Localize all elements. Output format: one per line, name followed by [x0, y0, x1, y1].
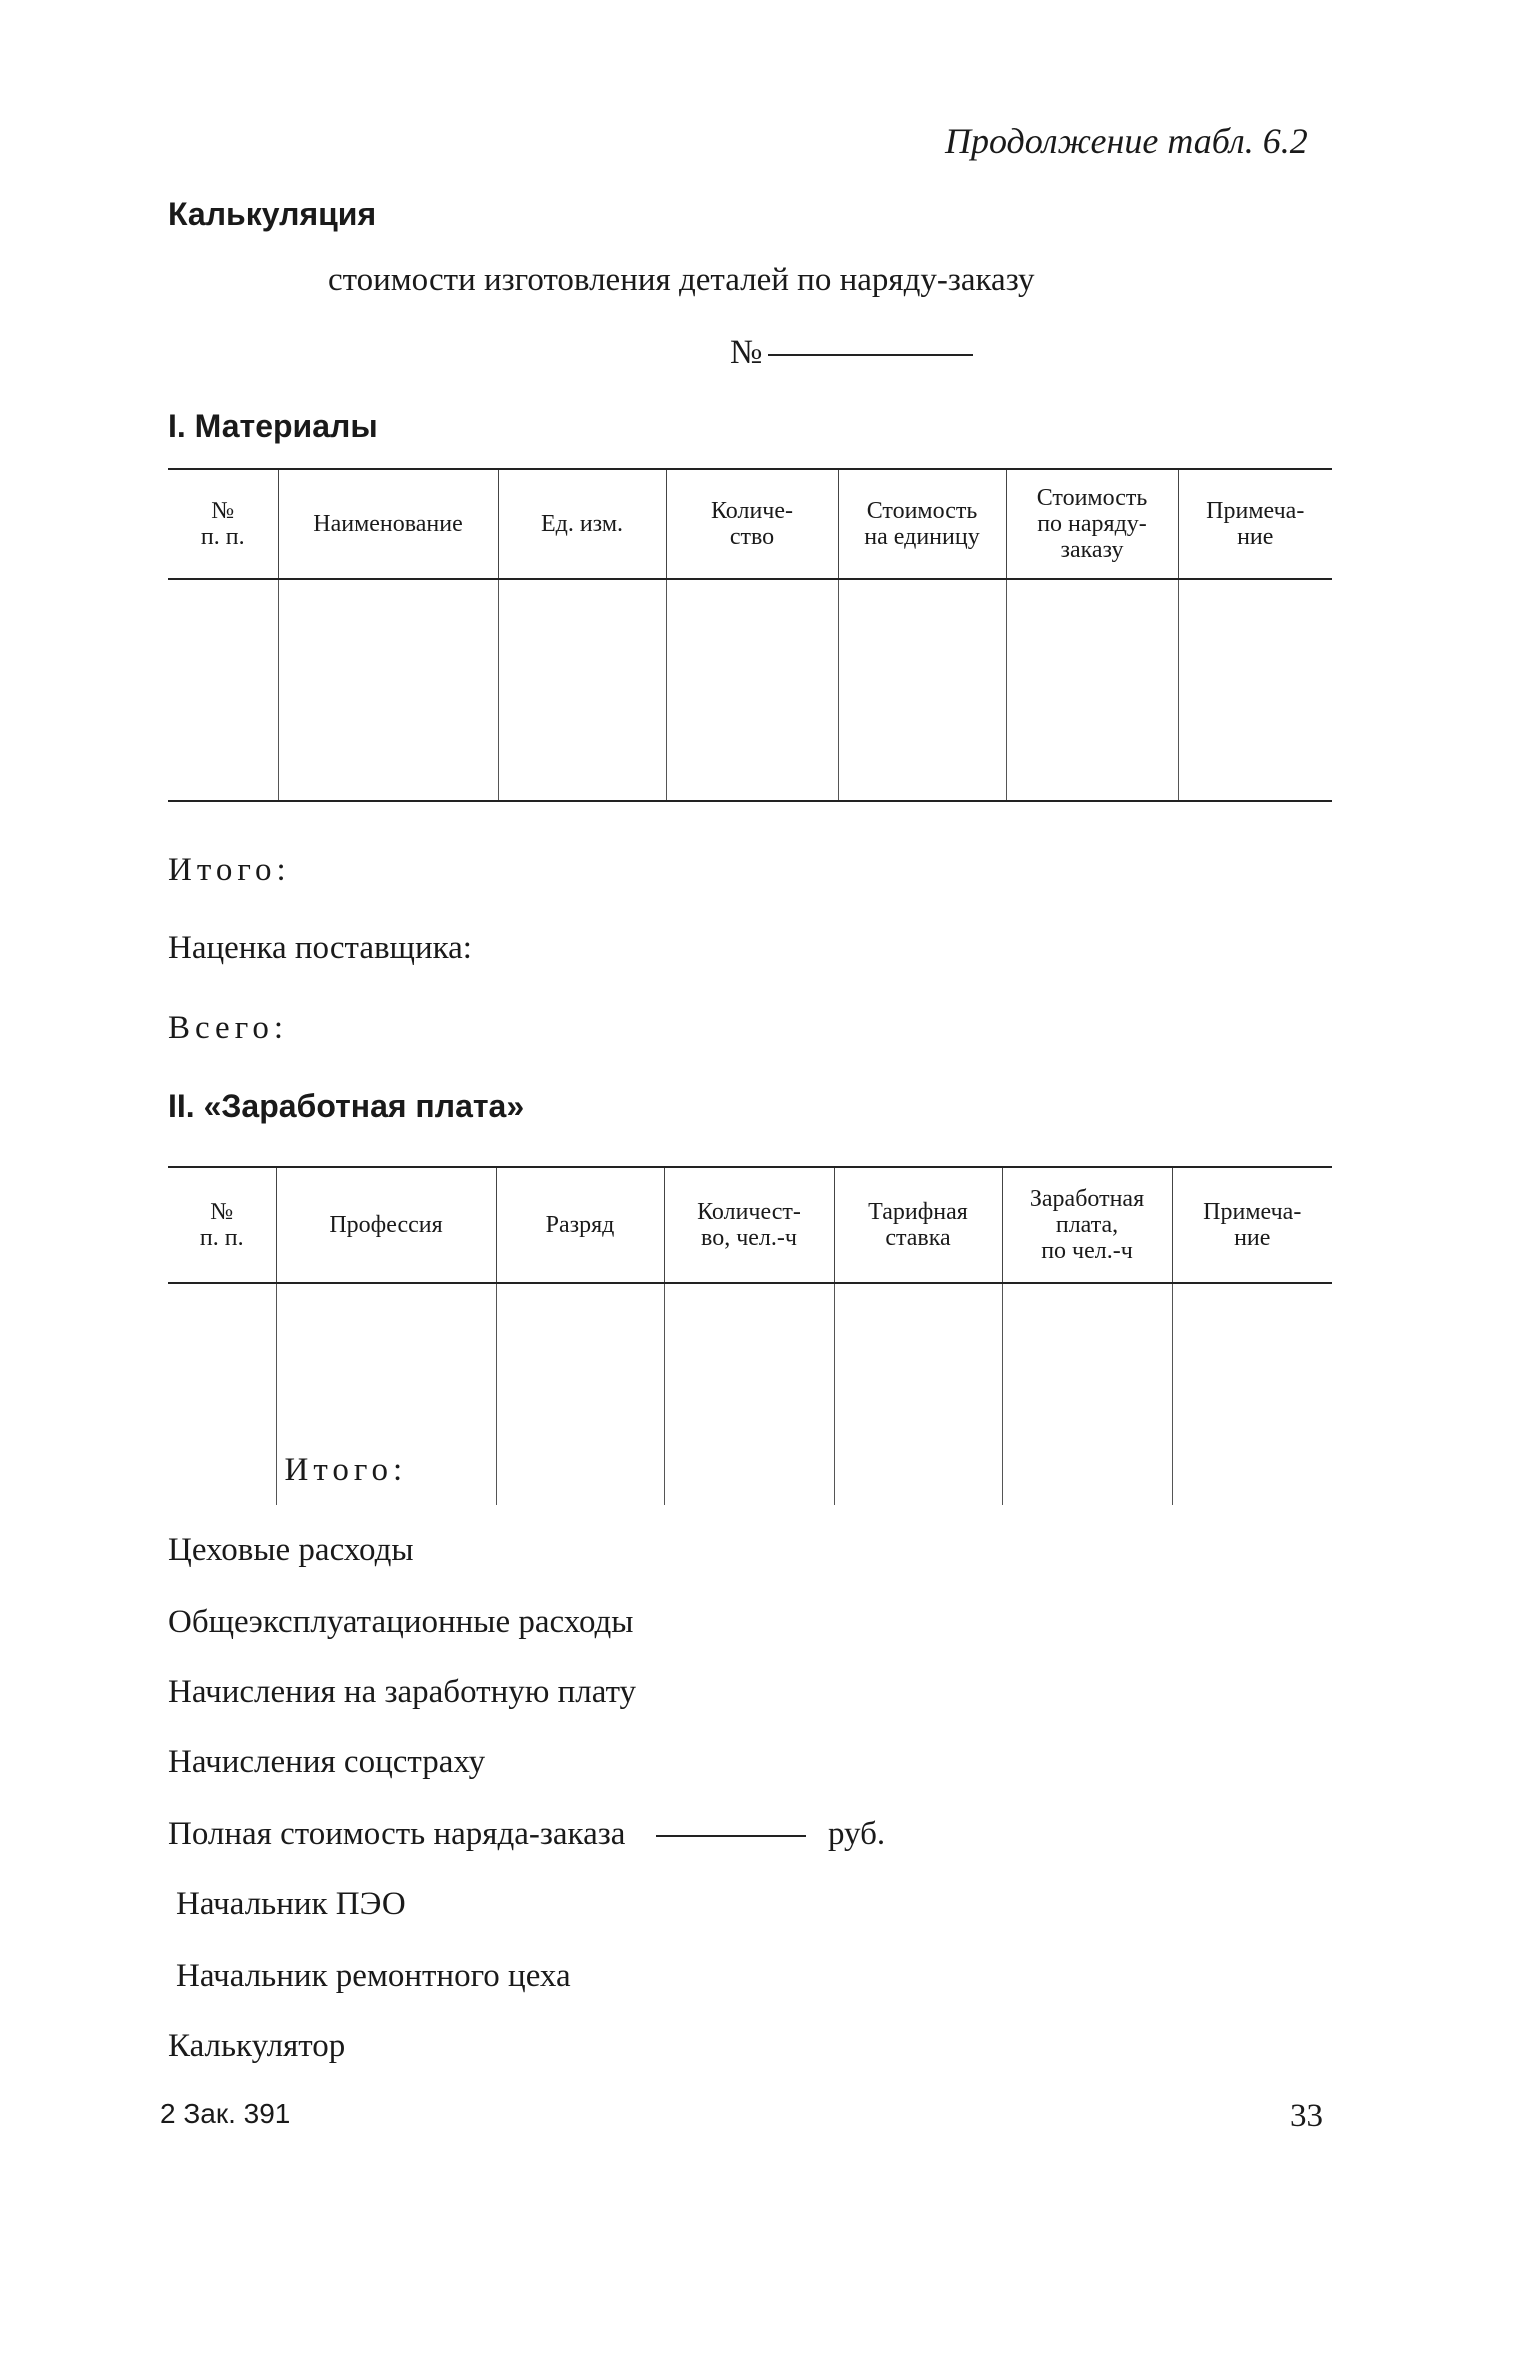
table-cell: [498, 579, 666, 801]
table-cell: [1178, 579, 1332, 801]
grand-total: Всего:: [168, 1010, 289, 1046]
signature-repair-head: Начальник ремонтного цеха: [176, 1958, 571, 1994]
materials-table: [168, 468, 1332, 802]
materials-header-unit: Ед. изм.: [498, 469, 666, 579]
materials-header-note: Примеча- ние: [1178, 469, 1332, 579]
supplier-markup: Наценка поставщика:: [168, 930, 472, 966]
table-cell: [1006, 579, 1178, 801]
full-cost-unit: руб.: [827, 1816, 886, 1852]
table-cell: [278, 579, 498, 801]
materials-header-unit-cost: Стоимость на единицу: [838, 469, 1006, 579]
wages-header-profession: Профессия: [276, 1167, 496, 1283]
social-insurance-charges: Начисления соцстраху: [168, 1744, 486, 1780]
section2-heading: II. «Заработная плата»: [168, 1088, 525, 1124]
wages-header-hours: Количест- во, чел.-ч: [664, 1167, 834, 1283]
table-cell: [168, 1283, 276, 1505]
table-cell: [1172, 1283, 1332, 1505]
wage-charges: Начисления на заработную плату: [168, 1674, 637, 1710]
materials-header-row: [168, 469, 1332, 579]
section1-heading: I. Материалы: [168, 408, 378, 444]
number-blank: [768, 354, 973, 356]
table-cell: [834, 1283, 1002, 1505]
table-cell: [838, 579, 1006, 801]
full-cost-blank: [656, 1835, 806, 1837]
wages-header-row: [168, 1167, 1332, 1283]
wages-header-num: № п. п.: [168, 1167, 276, 1283]
signature-peo-head: Начальник ПЭО: [176, 1886, 406, 1922]
materials-header-order-cost: Стоимость по наряду- заказу: [1006, 469, 1178, 579]
wages-header-wage: Заработная плата, по чел.-ч: [1002, 1167, 1172, 1283]
table-cell: [666, 579, 838, 801]
wages-header-grade: Разряд: [496, 1167, 664, 1283]
materials-total: Итого:: [168, 852, 291, 888]
full-cost-label: Полная стоимость наряда-заказа: [168, 1816, 626, 1852]
order-number-line: [730, 334, 973, 372]
table-cell: [168, 579, 278, 801]
table-cell: [496, 1283, 664, 1505]
signature-calculator: Калькулятор: [168, 2028, 346, 2064]
workshop-expenses: Цеховые расходы: [168, 1532, 414, 1568]
document-title: Калькуляция: [168, 196, 377, 232]
document-subtitle: стоимости изготовления деталей по наряду-заказу: [328, 262, 1035, 298]
table-cell: [1002, 1283, 1172, 1505]
wages-header-rate: Тарифная ставка: [834, 1167, 1002, 1283]
table-cell: [664, 1283, 834, 1505]
full-cost-line: [168, 1816, 885, 1853]
wages-table: [168, 1166, 1332, 1505]
continuation-label: Продолжение табл. 6.2: [945, 121, 1308, 161]
wages-empty-row: [168, 1283, 1332, 1505]
materials-header-qty: Количе- ство: [666, 469, 838, 579]
materials-header-num: № п. п.: [168, 469, 278, 579]
number-label: №: [730, 334, 763, 371]
operating-expenses: Общеэксплуатационные расходы: [168, 1604, 634, 1640]
materials-header-name: Наименование: [278, 469, 498, 579]
page-number: 33: [1290, 2098, 1323, 2134]
materials-empty-row: [168, 579, 1332, 801]
wages-header-note: Примеча- ние: [1172, 1167, 1332, 1283]
order-footnote: 2 Зак. 391: [160, 2098, 291, 2129]
wages-total: Итого:: [276, 1283, 496, 1505]
